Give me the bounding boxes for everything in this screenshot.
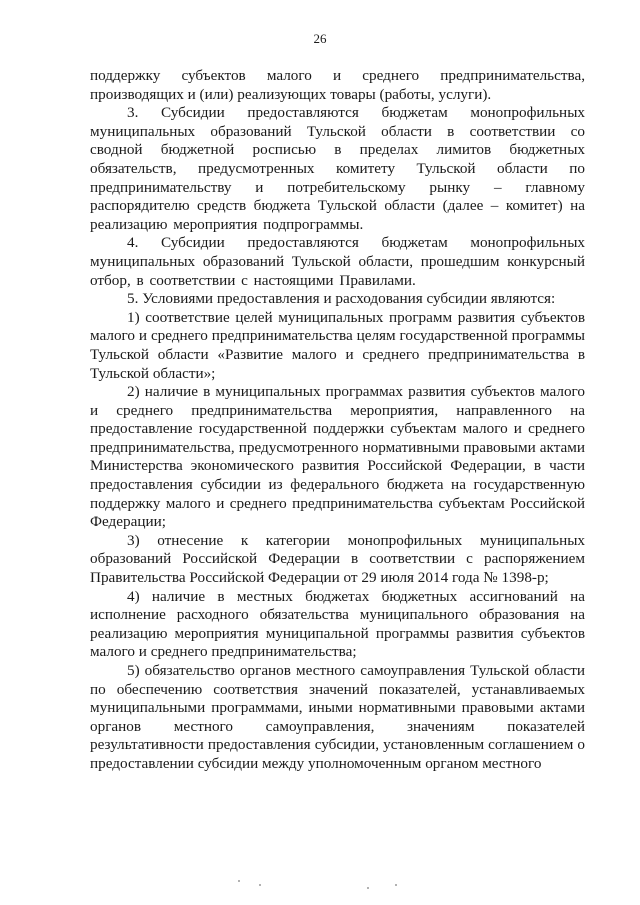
condition-4: 4) наличие в местных бюджетах бюджетных ассигнований на исполнение расходного обязательства муниципального образования на реализацию мероприятия муниципальной программы развития субъектов малого и среднего предпринимательства; bbox=[90, 587, 585, 661]
paragraph-item-4: 4. Субсидии предоставляются бюджетам монопрофильных муниципальных образований Тульской области, прошедшим конкурсный отбор, в соответствии с настоящими Правилами. bbox=[90, 234, 585, 289]
page-number: 26 bbox=[313, 31, 327, 46]
scan-speck bbox=[259, 884, 261, 886]
document-body bbox=[90, 67, 585, 774]
condition-3: 3) отнесение к категории монопрофильных муниципальных образований Российской Федерации в соответствии с распоряжением Правительства Российской Федерации от 29 июля 2014 года № 1398-р; bbox=[90, 531, 585, 587]
scan-speck bbox=[238, 880, 240, 882]
paragraph-item-3: 3. Субсидии предоставляются бюджетам монопрофильных муниципальных образований Тульской области в соответствии со сводной бюджетной росписью в пределах лимитов бюджетных обязательств, предусмотренных комитету Тульской области по предпринимательству и потребительскому рынку – главному распорядителю средств бюджета Тульской области (далее – комитет) на реализацию мероприятия подпрограммы. bbox=[90, 104, 585, 233]
paragraph-item-5: 5. Условиями предоставления и расходования субсидии являются: bbox=[127, 290, 556, 308]
condition-2: 2) наличие в муниципальных программах развития субъектов малого и среднего предпринимательства мероприятия, направленного на предоставление государственной поддержки субъектам малого и среднего предпринимательства, предусмотренного нормативными правовыми актами Министерства экономического развития Российской Федерации, в части предоставления субсидии из федерального бюджета на государственную поддержку малого и среднего предпринимательства субъектам Российской Федерации; bbox=[90, 383, 585, 531]
condition-1: 1) соответствие целей муниципальных программ развития субъектов малого и среднего предпринимательства целям государственной программы Тульской области «Развитие малого и среднего предпринимательства в Тульской области»; bbox=[90, 308, 585, 382]
scan-speck bbox=[395, 884, 397, 886]
paragraph-continuation: поддержку субъектов малого и среднего предпринимательства, производящих и (или) реализующих товары (работы, услуги). bbox=[90, 67, 585, 103]
scan-speck bbox=[367, 887, 369, 889]
condition-5: 5) обязательство органов местного самоуправления Тульской области по обеспечению соответствия значений показателей, устанавливаемых муниципальными программами, иными нормативными правовыми актами органов местного самоуправления, значениям показателей результативности предоставления субсидии, установленным соглашением о предоставлении субсидии между уполномоченным органом местного bbox=[90, 662, 585, 772]
